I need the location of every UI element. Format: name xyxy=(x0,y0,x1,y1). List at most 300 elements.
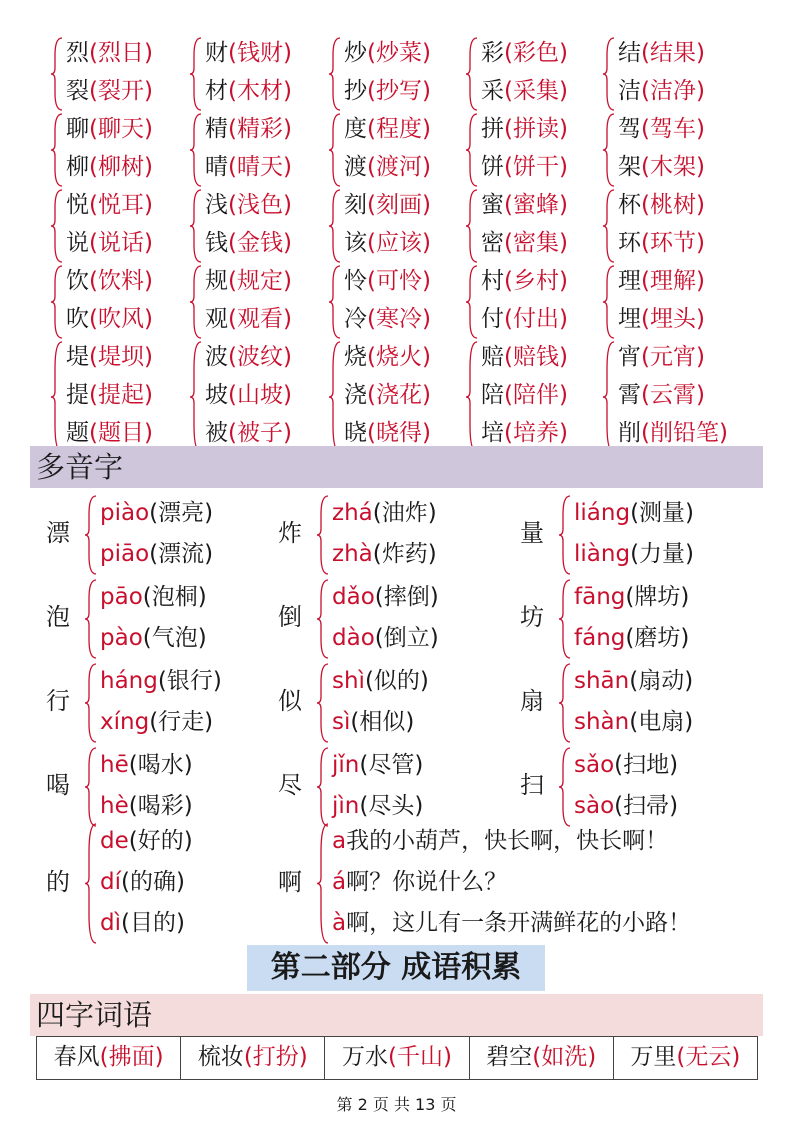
vocab-word: 吹风 xyxy=(97,306,144,332)
paren-close: ) xyxy=(282,192,292,218)
vocab-line xyxy=(66,342,153,372)
example-word: (好的) xyxy=(128,828,193,854)
paren-open: ( xyxy=(504,192,513,218)
brace-icon xyxy=(84,822,98,945)
example-word: (尽头) xyxy=(359,793,424,819)
pinyin: zhá xyxy=(332,500,373,526)
pinyin: pāo xyxy=(100,584,143,610)
paren-close: ) xyxy=(558,306,568,332)
paren-close: ) xyxy=(695,306,705,332)
paren-open: ( xyxy=(89,230,98,256)
vocab-word: 削铅笔 xyxy=(649,420,719,446)
paren-open: ( xyxy=(99,1044,109,1070)
vocab-char: 架 xyxy=(618,154,641,180)
pinyin: hē xyxy=(100,752,129,778)
vocab-word: 精彩 xyxy=(236,116,283,142)
vocab-group xyxy=(328,112,468,188)
vocab-char: 坡 xyxy=(205,382,228,408)
paren-close: ) xyxy=(282,116,292,142)
paren-close: ) xyxy=(695,78,705,104)
paren-open: ( xyxy=(89,420,98,446)
vocab-char: 说 xyxy=(66,230,89,256)
vocab-line xyxy=(66,228,153,258)
vocab-line xyxy=(66,76,153,106)
vocab-line xyxy=(344,228,431,258)
paren-close: ) xyxy=(143,230,153,256)
paren-close: ) xyxy=(558,420,568,446)
paren-close: ) xyxy=(695,268,705,294)
pinyin: jǐn xyxy=(332,752,360,778)
paren-open: ( xyxy=(228,420,237,446)
vocab-group xyxy=(602,36,742,112)
vocab-word: 饮料 xyxy=(97,268,144,294)
brace-icon xyxy=(465,112,479,188)
vocab-line xyxy=(344,304,431,334)
vocab-char: 渡 xyxy=(344,154,367,180)
vocab-line xyxy=(618,38,705,68)
vocab-word: 陪伴 xyxy=(512,382,559,408)
vocab-line xyxy=(618,266,705,296)
vocab-char: 冷 xyxy=(344,306,367,332)
idiom-cell xyxy=(37,1037,181,1079)
polyphone-line xyxy=(574,666,693,696)
vocab-word: 山坡 xyxy=(236,382,283,408)
vocab-word: 浅色 xyxy=(236,192,283,218)
polyphone-line xyxy=(100,826,193,856)
paren-close: ) xyxy=(695,344,705,370)
vocab-line xyxy=(481,380,568,410)
paren-close: ) xyxy=(421,344,431,370)
vocab-group xyxy=(328,36,468,112)
vocab-line xyxy=(481,76,568,106)
idiom-table xyxy=(36,1036,758,1080)
brace-icon xyxy=(328,36,342,112)
vocab-group xyxy=(50,264,190,340)
paren-close: ) xyxy=(558,230,568,256)
paren-open: ( xyxy=(228,268,237,294)
example-word: (的确) xyxy=(121,869,185,895)
vocab-line xyxy=(481,228,568,258)
paren-open: ( xyxy=(367,40,376,66)
paren-close: ) xyxy=(695,230,705,256)
vocab-group xyxy=(50,188,190,264)
vocab-word: 观看 xyxy=(236,306,283,332)
vocab-char: 饮 xyxy=(66,268,89,294)
brace-icon xyxy=(602,112,616,188)
vocab-word: 烈日 xyxy=(97,40,144,66)
polyphone-char: 的 xyxy=(46,867,70,896)
pinyin: liáng xyxy=(574,500,631,526)
idiom-cell xyxy=(325,1037,469,1079)
example-word: (喝水) xyxy=(128,752,193,778)
pinyin: háng xyxy=(100,668,158,694)
vocab-char: 烧 xyxy=(344,344,367,370)
paren-open: ( xyxy=(504,306,513,332)
brace-icon xyxy=(558,578,572,660)
vocab-char: 削 xyxy=(618,420,641,446)
vocab-word: 蜜蜂 xyxy=(512,192,559,218)
vocab-word: 理解 xyxy=(649,268,696,294)
vocab-word: 程度 xyxy=(375,116,422,142)
paren-close: ) xyxy=(282,344,292,370)
paren-close: ) xyxy=(282,40,292,66)
vocab-char: 杯 xyxy=(618,192,641,218)
example-word: (扫帚) xyxy=(614,793,679,819)
brace-icon xyxy=(558,746,572,828)
vocab-line xyxy=(205,304,292,334)
vocab-char: 彩 xyxy=(481,40,504,66)
brace-icon xyxy=(328,188,342,264)
vocab-word: 洁净 xyxy=(649,78,696,104)
brace-icon xyxy=(316,746,330,828)
vocab-word: 炒菜 xyxy=(375,40,422,66)
vocab-char: 该 xyxy=(344,230,367,256)
vocab-word: 渡河 xyxy=(375,154,422,180)
vocab-word: 驾车 xyxy=(649,116,696,142)
vocab-char: 精 xyxy=(205,116,228,142)
paren-open: ( xyxy=(641,192,650,218)
pinyin: sì xyxy=(332,709,351,735)
idiom-cell xyxy=(614,1037,757,1079)
polyphone-line xyxy=(332,666,429,696)
paren-open: ( xyxy=(367,268,376,294)
example-word: (银行) xyxy=(157,668,222,694)
example-word: (似的) xyxy=(364,668,429,694)
brace-icon xyxy=(84,578,98,660)
vocab-line xyxy=(481,342,568,372)
vocab-char: 埋 xyxy=(618,306,641,332)
vocab-line xyxy=(618,418,728,448)
pinyin: à xyxy=(332,910,347,936)
idiom-second: 拂面 xyxy=(108,1044,155,1070)
brace-icon xyxy=(328,340,342,454)
vocab-line xyxy=(344,380,431,410)
example-sentence: 啊，这儿有一条开满鲜花的小路！ xyxy=(346,910,692,936)
vocab-word: 刻画 xyxy=(375,192,422,218)
polyphone-line xyxy=(100,623,207,653)
example-sentence: 我的小葫芦，快长啊，快长啊！ xyxy=(346,828,669,854)
vocab-group xyxy=(189,112,329,188)
paren-close: ) xyxy=(731,1044,741,1070)
paren-close: ) xyxy=(558,382,568,408)
example-sentence: 啊？你说什么？ xyxy=(346,869,508,895)
polyphone-line xyxy=(332,908,691,938)
paren-open: ( xyxy=(641,420,650,446)
idiom-first: 梳妆 xyxy=(197,1044,244,1070)
example-word: (气泡) xyxy=(142,625,207,651)
vocab-word: 采集 xyxy=(512,78,559,104)
polyphone-line xyxy=(332,707,414,737)
polyphone-line xyxy=(332,791,423,821)
paren-open: ( xyxy=(641,306,650,332)
brace-icon xyxy=(602,188,616,264)
paren-close: ) xyxy=(587,1044,597,1070)
idiom-second: 打扮 xyxy=(252,1044,299,1070)
paren-close: ) xyxy=(558,192,568,218)
sizi-title: 四字词语 xyxy=(36,998,153,1032)
paren-close: ) xyxy=(282,154,292,180)
vocab-group xyxy=(602,112,742,188)
paren-close: ) xyxy=(421,268,431,294)
polyphone-line xyxy=(574,623,689,653)
paren-close: ) xyxy=(282,230,292,256)
paren-close: ) xyxy=(558,40,568,66)
paren-open: ( xyxy=(504,78,513,104)
vocab-char: 拼 xyxy=(481,116,504,142)
polyphone-line xyxy=(100,867,185,897)
paren-close: ) xyxy=(282,268,292,294)
polyphone-char: 漂 xyxy=(46,519,70,547)
vocab-line xyxy=(344,190,431,220)
vocab-word: 彩色 xyxy=(512,40,559,66)
vocab-char: 堤 xyxy=(66,344,89,370)
paren-open: ( xyxy=(89,306,98,332)
paren-open: ( xyxy=(532,1044,542,1070)
vocab-char: 悦 xyxy=(66,192,89,218)
vocab-word: 裂开 xyxy=(97,78,144,104)
vocab-group xyxy=(465,112,605,188)
pinyin: fāng xyxy=(574,584,626,610)
vocab-word: 木材 xyxy=(236,78,283,104)
brace-icon xyxy=(189,36,203,112)
vocab-line xyxy=(344,76,431,106)
pinyin: fáng xyxy=(574,625,626,651)
vocab-word: 题目 xyxy=(97,420,144,446)
paren-open: ( xyxy=(676,1044,686,1070)
vocab-char: 题 xyxy=(66,420,89,446)
idiom-first: 万水 xyxy=(342,1044,389,1070)
idiom-second: 如洗 xyxy=(541,1044,588,1070)
polyphone-line xyxy=(100,666,222,696)
vocab-word: 悦耳 xyxy=(97,192,144,218)
vocab-char: 烈 xyxy=(66,40,89,66)
pinyin: xíng xyxy=(100,709,150,735)
paren-close: ) xyxy=(143,344,153,370)
paren-open: ( xyxy=(228,192,237,218)
pinyin: piāo xyxy=(100,541,150,567)
vocab-word: 元宵 xyxy=(649,344,696,370)
vocab-char: 材 xyxy=(205,78,228,104)
vocab-char: 霄 xyxy=(618,382,641,408)
vocab-line xyxy=(481,418,568,448)
brace-icon xyxy=(84,746,98,828)
vocab-line xyxy=(205,114,292,144)
example-word: (倒立) xyxy=(374,625,439,651)
example-word: (扫地) xyxy=(614,752,679,778)
vocab-char: 抄 xyxy=(344,78,367,104)
vocab-word: 付出 xyxy=(512,306,559,332)
paren-open: ( xyxy=(89,192,98,218)
paren-close: ) xyxy=(421,230,431,256)
vocab-word: 可怜 xyxy=(375,268,422,294)
vocab-char: 蜜 xyxy=(481,192,504,218)
paren-close: ) xyxy=(143,420,153,446)
pinyin: liàng xyxy=(574,541,631,567)
polyphone-char: 尽 xyxy=(278,771,302,799)
vocab-line xyxy=(205,76,292,106)
paren-open: ( xyxy=(228,230,237,256)
vocab-line xyxy=(205,418,292,448)
vocab-char: 波 xyxy=(205,344,228,370)
paren-close: ) xyxy=(443,1044,452,1070)
paren-close: ) xyxy=(282,306,292,332)
vocab-group xyxy=(465,36,605,112)
vocab-char: 钱 xyxy=(205,230,228,256)
paren-open: ( xyxy=(228,154,237,180)
paren-open: ( xyxy=(641,230,650,256)
vocab-char: 驾 xyxy=(618,116,641,142)
paren-close: ) xyxy=(718,420,728,446)
brace-icon xyxy=(602,36,616,112)
paren-open: ( xyxy=(641,116,650,142)
vocab-char: 吹 xyxy=(66,306,89,332)
vocab-group xyxy=(189,340,329,454)
paren-close: ) xyxy=(421,40,431,66)
vocab-line xyxy=(66,380,153,410)
vocab-group xyxy=(465,340,605,454)
brace-icon xyxy=(465,36,479,112)
paren-open: ( xyxy=(89,382,98,408)
pinyin: de xyxy=(100,828,129,854)
example-word: (相似) xyxy=(350,709,415,735)
paren-close: ) xyxy=(143,116,153,142)
vocab-char: 规 xyxy=(205,268,228,294)
vocab-line xyxy=(618,228,705,258)
vocab-word: 规定 xyxy=(236,268,283,294)
polyphone-line xyxy=(574,582,689,612)
vocab-line xyxy=(618,190,705,220)
page-footer: 第 2 页 共 13 页 xyxy=(336,1095,457,1114)
paren-open: ( xyxy=(228,344,237,370)
paren-open: ( xyxy=(367,230,376,256)
paren-open: ( xyxy=(228,116,237,142)
vocab-line xyxy=(344,266,431,296)
vocab-word: 密集 xyxy=(512,230,559,256)
polyphone-char: 量 xyxy=(520,519,544,547)
polyphone-char: 行 xyxy=(46,687,70,715)
vocab-word: 饼干 xyxy=(512,154,559,180)
vocab-char: 环 xyxy=(618,230,641,256)
vocab-word: 桃树 xyxy=(649,192,696,218)
paren-close: ) xyxy=(282,382,292,408)
polyphone-line xyxy=(332,750,423,780)
paren-close: ) xyxy=(558,116,568,142)
vocab-char: 提 xyxy=(66,382,89,408)
vocab-line xyxy=(481,38,568,68)
vocab-word: 金钱 xyxy=(236,230,283,256)
vocab-word: 结果 xyxy=(649,40,696,66)
idiom-first: 碧空 xyxy=(486,1044,533,1070)
vocab-word: 应该 xyxy=(375,230,422,256)
polyphone-line xyxy=(332,826,668,856)
example-word: (牌坊) xyxy=(625,584,690,610)
paren-open: ( xyxy=(367,420,376,446)
paren-close: ) xyxy=(421,420,431,446)
vocab-char: 刻 xyxy=(344,192,367,218)
vocab-word: 堤坝 xyxy=(97,344,144,370)
example-word: (行走) xyxy=(149,709,214,735)
vocab-word: 寒冷 xyxy=(375,306,422,332)
example-word: (尽管) xyxy=(359,752,424,778)
vocab-word: 钱财 xyxy=(236,40,283,66)
brace-icon xyxy=(50,112,64,188)
vocab-char: 柳 xyxy=(66,154,89,180)
pinyin: hè xyxy=(100,793,129,819)
vocab-word: 被子 xyxy=(236,420,283,446)
vocab-word: 环节 xyxy=(649,230,696,256)
vocab-line xyxy=(481,114,568,144)
vocab-line xyxy=(66,38,153,68)
vocab-group xyxy=(189,36,329,112)
paren-close: ) xyxy=(558,344,568,370)
paren-open: ( xyxy=(641,78,650,104)
vocab-group xyxy=(328,264,468,340)
vocab-group xyxy=(50,340,190,454)
polyphone-line xyxy=(100,539,213,569)
example-word: (炸药) xyxy=(372,541,437,567)
vocab-line xyxy=(344,38,431,68)
vocab-line xyxy=(344,418,431,448)
polyphone-line xyxy=(574,791,678,821)
vocab-word: 拼读 xyxy=(512,116,559,142)
vocab-word: 晴天 xyxy=(236,154,283,180)
paren-close: ) xyxy=(282,420,292,446)
paren-open: ( xyxy=(504,154,513,180)
paren-open: ( xyxy=(367,344,376,370)
polyphone-line xyxy=(332,867,507,897)
paren-open: ( xyxy=(388,1044,397,1070)
idiom-first: 春风 xyxy=(53,1044,100,1070)
polyphone-line xyxy=(574,750,678,780)
polyphone-line xyxy=(100,498,213,528)
pinyin: dǎo xyxy=(332,584,375,610)
polyphone-line xyxy=(332,582,439,612)
polyphone-line xyxy=(100,908,185,938)
pinyin: jìn xyxy=(332,793,360,819)
brace-icon xyxy=(50,36,64,112)
paren-open: ( xyxy=(504,40,513,66)
vocab-char: 结 xyxy=(618,40,641,66)
polyphone-line xyxy=(574,707,693,737)
pinyin: sǎo xyxy=(574,752,615,778)
pinyin: dì xyxy=(100,910,121,936)
paren-open: ( xyxy=(228,382,237,408)
paren-open: ( xyxy=(641,40,650,66)
brace-icon xyxy=(189,112,203,188)
paren-open: ( xyxy=(504,268,513,294)
part2-heading: 第二部分 成语积累 xyxy=(247,945,545,991)
vocab-group xyxy=(602,340,742,454)
vocab-word: 聊天 xyxy=(97,116,144,142)
paren-open: ( xyxy=(641,268,650,294)
paren-close: ) xyxy=(143,268,153,294)
paren-close: ) xyxy=(558,154,568,180)
vocab-group xyxy=(189,264,329,340)
vocab-line xyxy=(205,228,292,258)
sizi-band xyxy=(30,994,763,1036)
paren-open: ( xyxy=(504,382,513,408)
vocab-char: 培 xyxy=(481,420,504,446)
brace-icon xyxy=(558,662,572,744)
example-word: (摔倒) xyxy=(374,584,439,610)
polyphone-char: 炸 xyxy=(278,519,302,547)
vocab-char: 村 xyxy=(481,268,504,294)
brace-icon xyxy=(465,340,479,454)
brace-icon xyxy=(558,494,572,576)
brace-icon xyxy=(602,264,616,340)
idiom-cell xyxy=(181,1037,325,1079)
vocab-line xyxy=(618,342,705,372)
